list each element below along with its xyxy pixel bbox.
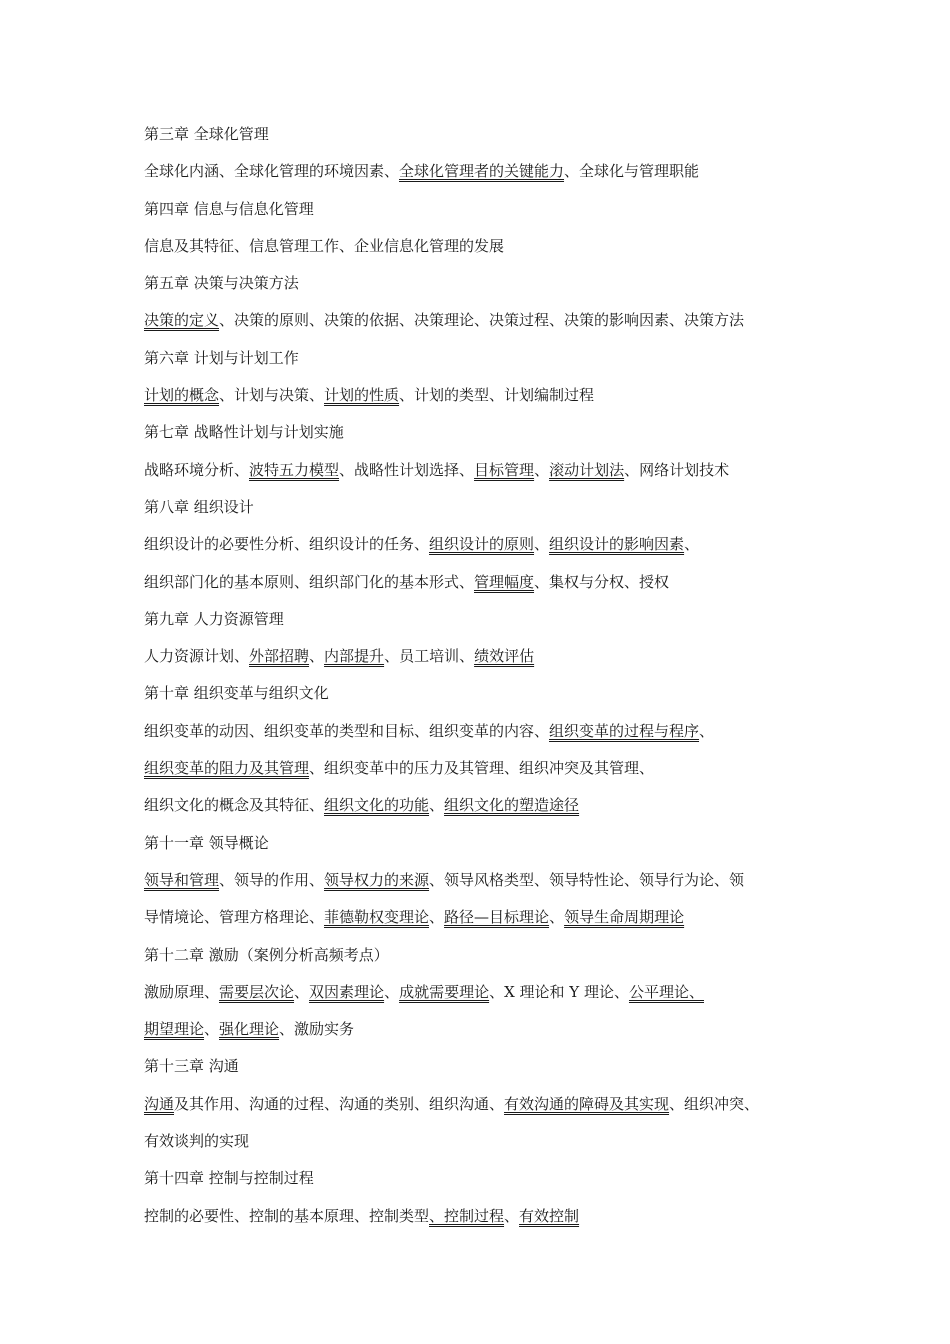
key-topic-underlined: 决策的定义: [144, 311, 220, 330]
text-segment: 组织设计的必要性分析、组织设计的任务、: [144, 535, 430, 554]
text-segment: 、: [294, 982, 310, 1001]
topic-line: [144, 792, 824, 829]
topic-line: [144, 1128, 824, 1165]
text-segment: 战略环境分析、: [144, 460, 250, 479]
text-segment: 、网络计划技术: [624, 460, 730, 479]
chapter-heading: [144, 121, 824, 158]
key-topic-underlined: 内部提升: [324, 647, 385, 666]
chapter-heading: [144, 345, 824, 382]
text-segment: 第八章 组织设计: [144, 497, 254, 516]
text-segment: 、: [429, 796, 445, 815]
text-segment: 、: [684, 535, 700, 554]
chapter-heading: [144, 494, 824, 531]
text-segment: 导情境论、管理方格理论、: [144, 908, 325, 927]
topic-line: [144, 755, 824, 792]
text-segment: 、领导的作用、: [219, 870, 325, 889]
key-topic-underlined: 公平理论、: [628, 982, 704, 1001]
chapter-heading: [144, 270, 824, 307]
key-topic-underlined: 双因素理论: [309, 982, 385, 1001]
text-segment: 、激励实务: [279, 1020, 355, 1039]
text-segment: 、: [309, 647, 325, 666]
key-topic-underlined: 管理幅度: [474, 572, 535, 591]
text-segment: 、: [699, 721, 715, 740]
key-topic-underlined: 有效沟通的障碍及其实现: [504, 1094, 670, 1113]
key-topic-underlined: 领导和管理: [144, 870, 220, 889]
chapter-heading: [144, 196, 824, 233]
text-segment: 第七章 战略性计划与计划实施: [144, 423, 344, 442]
key-topic-underlined: 领导生命周期理论: [564, 908, 685, 927]
text-segment: 组织文化的概念及其特征、: [144, 796, 325, 815]
key-topic-underlined: 目标管理: [474, 460, 535, 479]
topic-line: [144, 382, 824, 419]
topic-line: [144, 718, 824, 755]
topic-line: [144, 158, 824, 195]
key-topic-underlined: 强化理论: [219, 1020, 280, 1039]
text-segment: 、集权与分权、授权: [534, 572, 670, 591]
topic-line: [144, 531, 824, 568]
text-segment: 控制的必要性、控制的基本原理、控制类型: [144, 1206, 430, 1225]
text-segment: 、战略性计划选择、: [339, 460, 475, 479]
key-topic-underlined: 领导权力的来源: [324, 870, 430, 889]
text-segment: 、员工培训、: [384, 647, 475, 666]
key-topic-underlined: 外部招聘: [249, 647, 310, 666]
text-segment: 、全球化与管理职能: [564, 162, 700, 181]
topic-line: [144, 867, 824, 904]
text-segment: 、计划的类型、计划编制过程: [399, 386, 595, 405]
text-segment: 第三章 全球化管理: [144, 125, 269, 143]
key-topic-underlined: 路径—目标理论: [444, 908, 550, 927]
text-segment: 、组织冲突、: [669, 1094, 760, 1113]
text-segment: 、: [429, 908, 445, 927]
key-topic-underlined: 需要层次论: [219, 982, 295, 1001]
text-segment: 信息及其特征、信息管理工作、企业信息化管理的发展: [144, 236, 505, 255]
text-segment: 有效谈判的实现: [144, 1132, 250, 1151]
document-page: [144, 121, 824, 1240]
topic-line: [144, 643, 824, 680]
text-segment: 、: [504, 1206, 520, 1225]
key-topic-underlined: 绩效评估: [474, 647, 535, 666]
text-segment: 第十章 组织变革与组织文化: [144, 684, 329, 703]
chapter-heading: [144, 1165, 824, 1202]
topic-line: [144, 307, 824, 344]
text-segment: 、组织变革中的压力及其管理、组织冲突及其管理、: [309, 759, 655, 778]
chapter-heading: [144, 606, 824, 643]
text-segment: 、领导风格类型、领导特性论、领导行为论、领: [429, 870, 745, 889]
text-segment: 激励原理、: [144, 982, 220, 1001]
text-segment: 、: [549, 908, 565, 927]
text-segment: 第四章 信息与信息化管理: [144, 199, 314, 218]
text-segment: 、: [534, 460, 550, 479]
key-topic-underlined: 组织设计的原则: [429, 535, 535, 554]
topic-line: [144, 457, 824, 494]
topic-line: [144, 1091, 824, 1128]
text-segment: 、: [384, 982, 400, 1001]
text-segment: 、: [204, 1020, 220, 1039]
topic-line: [144, 569, 824, 606]
key-topic-underlined: 组织设计的影响因素: [549, 535, 685, 554]
topic-line: [144, 1203, 824, 1240]
key-topic-underlined: 沟通: [144, 1094, 175, 1113]
text-segment: 第十二章 激励（案例分析高频考点）: [144, 945, 389, 964]
text-segment: 第六章 计划与计划工作: [144, 348, 299, 367]
text-segment: 、决策的原则、决策的依据、决策理论、决策过程、决策的影响因素、决策方法: [219, 311, 745, 330]
key-topic-underlined: 全球化管理者的关键能力: [399, 162, 565, 181]
chapter-heading: [144, 942, 824, 979]
topic-line: [144, 233, 824, 270]
text-segment: 及其作用、沟通的过程、沟通的类别、组织沟通、: [174, 1094, 505, 1113]
text-segment: 第十四章 控制与控制过程: [144, 1169, 314, 1188]
text-segment: 第五章 决策与决策方法: [144, 274, 299, 293]
key-topic-underlined: 期望理论: [144, 1020, 205, 1039]
topic-line: [144, 979, 824, 1016]
chapter-heading: [144, 1053, 824, 1090]
key-topic-underlined: 组织变革的过程与程序: [549, 721, 700, 740]
text-segment: 第十三章 沟通: [144, 1057, 239, 1076]
key-topic-underlined: 计划的概念: [144, 386, 220, 405]
text-segment: 人力资源计划、: [144, 647, 250, 666]
key-topic-underlined: 计划的性质: [324, 386, 400, 405]
text-segment: 、X 理论和 Y 理论、: [489, 982, 629, 1001]
text-segment: 全球化内涵、全球化管理的环境因素、: [144, 162, 400, 181]
chapter-heading: [144, 680, 824, 717]
key-topic-underlined: 波特五力模型: [249, 460, 340, 479]
text-segment: 组织变革的动因、组织变革的类型和目标、组织变革的内容、: [144, 721, 550, 740]
chapter-heading: [144, 419, 824, 456]
topic-line: [144, 1016, 824, 1053]
key-topic-underlined: 成就需要理论: [399, 982, 490, 1001]
key-topic-underlined: 组织变革的阻力及其管理: [144, 759, 310, 778]
topic-line: [144, 904, 824, 941]
text-segment: 组织部门化的基本原则、组织部门化的基本形式、: [144, 572, 475, 591]
key-topic-underlined: 组织文化的塑造途径: [444, 796, 580, 815]
key-topic-underlined: 、控制过程: [429, 1206, 505, 1225]
text-segment: 、计划与决策、: [219, 386, 325, 405]
key-topic-underlined: 滚动计划法: [549, 460, 625, 479]
chapter-heading: [144, 830, 824, 867]
key-topic-underlined: 菲德勒权变理论: [324, 908, 430, 927]
key-topic-underlined: 组织文化的功能: [324, 796, 430, 815]
text-segment: 第十一章 领导概论: [144, 833, 269, 852]
text-segment: 第九章 人力资源管理: [144, 609, 284, 628]
key-topic-underlined: 有效控制: [519, 1206, 580, 1225]
text-segment: 、: [534, 535, 550, 554]
